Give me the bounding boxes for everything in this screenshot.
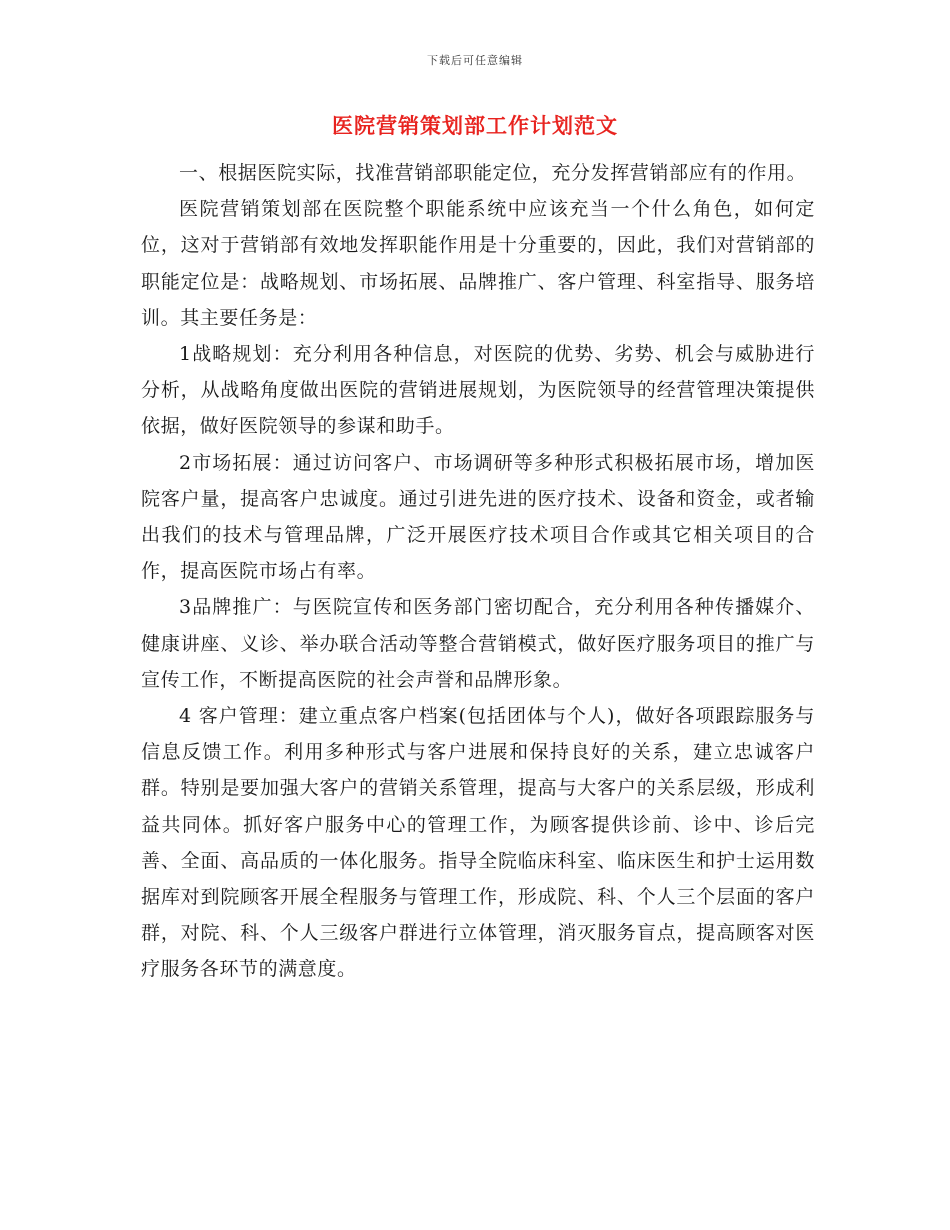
document-body — [141, 155, 815, 988]
paragraph-5: 3品牌推广：与医院宣传和医务部门密切配合，充分利用各种传播媒介、健康讲座、义诊、举办联合活动等整合营销模式，做好医疗服务项目的推广与宣传工作，不断提高医院的社会声誉和品牌形象。 — [141, 596, 815, 691]
paragraph-4: 2市场拓展：通过访问客户、市场调研等多种形式积极拓展市场，增加医院客户量，提高客户忠诚度。通过引进先进的医疗技术、设备和资金，或者输出我们的技术与管理品牌，广泛开展医疗技术项目合作或其它相关项目的合作，提高医院市场占有率。 — [141, 451, 815, 583]
header-note: 下载后可任意编辑 — [427, 54, 523, 67]
document-title: 医院营销策划部工作计划范文 — [332, 113, 618, 138]
paragraph-3: 1战略规划：充分利用各种信息，对医院的优势、劣势、机会与威胁进行分析，从战略角度做出医院的营销进展规划，为医院领导的经营管理决策提供依据，做好医院领导的参谋和助手。 — [141, 343, 815, 438]
paragraph-1: 一、根据医院实际，找准营销部职能定位，充分发挥营销部应有的作用。 — [179, 162, 807, 184]
paragraph-6: 4 客户管理：建立重点客户档案(包括团体与个人)，做好各项跟踪服务与信息反馈工作。利用多种形式与客户进展和保持良好的关系，建立忠诚客户群。特别是要加强大客户的营销关系管理，提高与大客户的关系层级，形成利益共同体。抓好客户服务中心的管理工作，为顾客提供诊前、诊中、诊后完善、全面、高品质的一体化服务。指导全院临床科室、临床医生和护士运用数据库对到院顾客开展全程服务与管理工作，形成院、科、个人三个层面的客户群，对院、科、个人三级客户群进行立体管理，消灭服务盲点，提高顾客对医疗服务各环节的满意度。 — [141, 705, 815, 981]
paragraph-2: 医院营销策划部在医院整个职能系统中应该充当一个什么角色，如何定位，这对于营销部有效地发挥职能作用是十分重要的，因此，我们对营销部的职能定位是：战略规划、市场拓展、品牌推广、客户管理、科室指导、服务培训。其主要任务是： — [141, 198, 815, 329]
